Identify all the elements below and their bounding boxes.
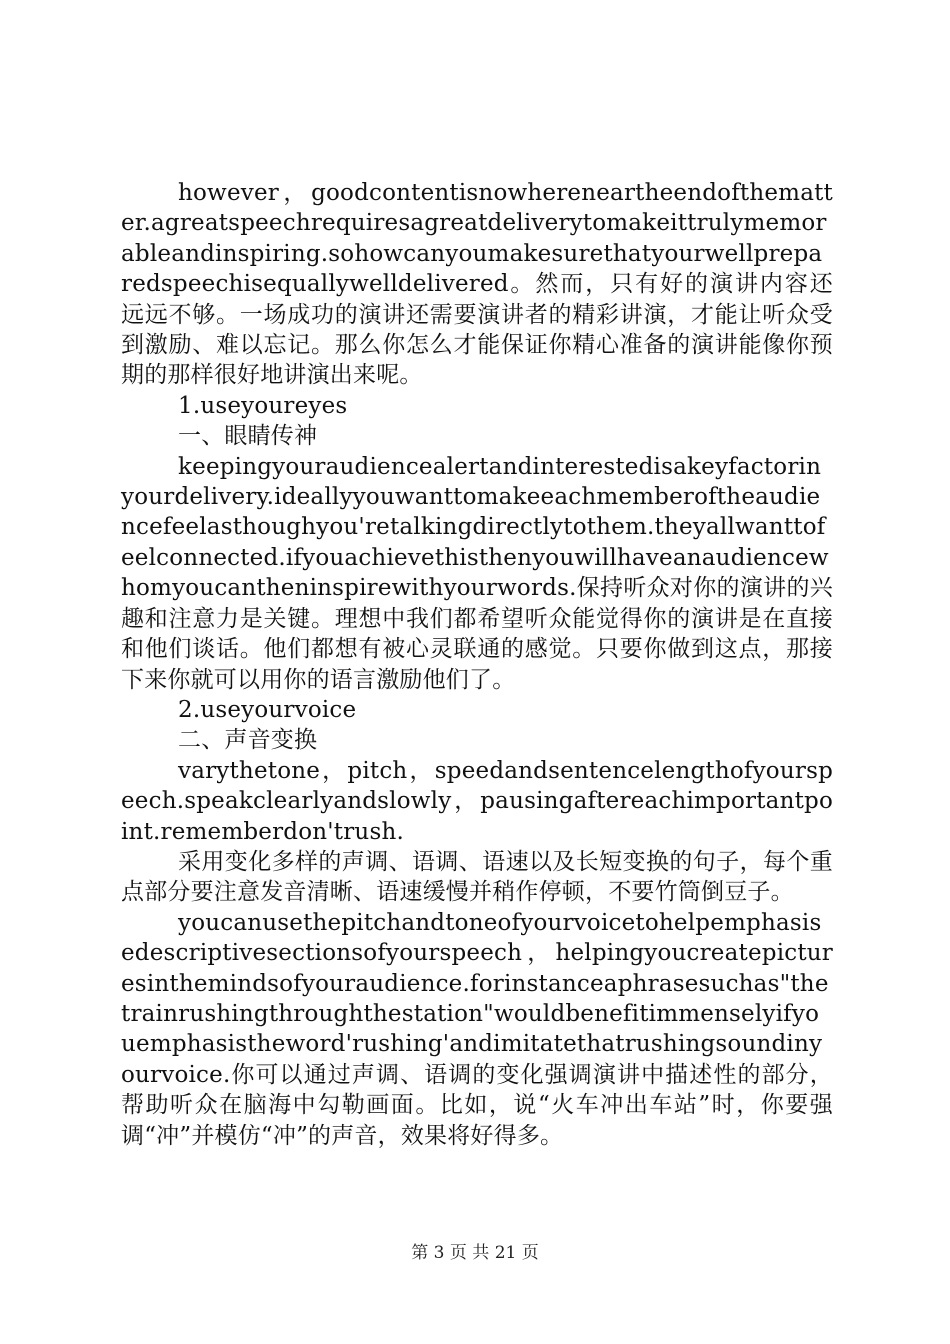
heading-use-your-voice: 2.useyourvoice — [178, 696, 357, 723]
paragraph-voice-chinese: 采用变化多样的声调、语调、语速以及长短变换的句子，每个重点部分要注意发音清晰、语速缓慢并稍作停顿，不要竹筒倒豆子。 — [121, 848, 833, 906]
heading-voice-chinese: 二、声音变换 — [178, 727, 318, 754]
document-body — [121, 178, 833, 1151]
paragraph-intro: however，goodcontentisnowhereneartheendofthematter.agreatspeechrequiresagreatdeliverytomakeittrulymemorableandinspiring.sohowcanyoumakesurethatyourwellpreparedspeechisequallywelldelivered。然而，只有好的演讲内容还远远不够。一场成功的演讲还需要演讲者的精彩讲演，才能让听众受到激励、难以忘记。那么你怎么才能保证你精心准备的演讲能像你预期的那样很好地讲演出来呢。 — [121, 180, 833, 389]
heading-use-your-eyes: 1.useyoureyes — [178, 392, 348, 419]
paragraph-pitch-tone: youcanusethepitchandtoneofyourvoicetohelpemphasisedescriptivesectionsofyourspeech，helpingyoucreatepicturesinthemindsofyouraudience.forinstanceaphrasesuchas"thetrainrushingthroughthestation"wouldbenefitimmenselyifyouemphasistheword'rushing'andimitatethatrushingsoundinyourvoice.你可以通过声调、语调的变化强调演讲中描述性的部分，帮助听众在脑海中勾勒画面。比如，说“火车冲出车站”时，你要强调“冲”并模仿“冲”的声音，效果将好得多。 — [121, 909, 833, 1149]
heading-eyes-chinese: 一、眼睛传神 — [178, 423, 318, 450]
paragraph-eyes: keepingyouraudiencealertandinterestedisakeyfactorinyourdelivery.ideallyyouwanttomakeeachmemberoftheaudiencefeelasthoughyou'retalkingdirectlytothem.theyallwanttofeelconnected.ifyouachievethisthenyouwillhaveanaudiencewhomyoucantheninspirewithyourwords.保持听众对你的演讲的兴趣和注意力是关键。理想中我们都希望听众能觉得你的演讲是在直接和他们谈话。他们都想有被心灵联通的感觉。只要你做到这点，那接下来你就可以用你的语言激励他们了。 — [121, 453, 833, 693]
paragraph-voice-english: varythetone，pitch，speedandsentencelengthofyourspeech.speakclearlyandslowly，pausingaftereachimportantpoint.rememberdon'trush. — [121, 757, 833, 845]
page-footer: 第 3 页 共 21 页 — [411, 1243, 539, 1263]
